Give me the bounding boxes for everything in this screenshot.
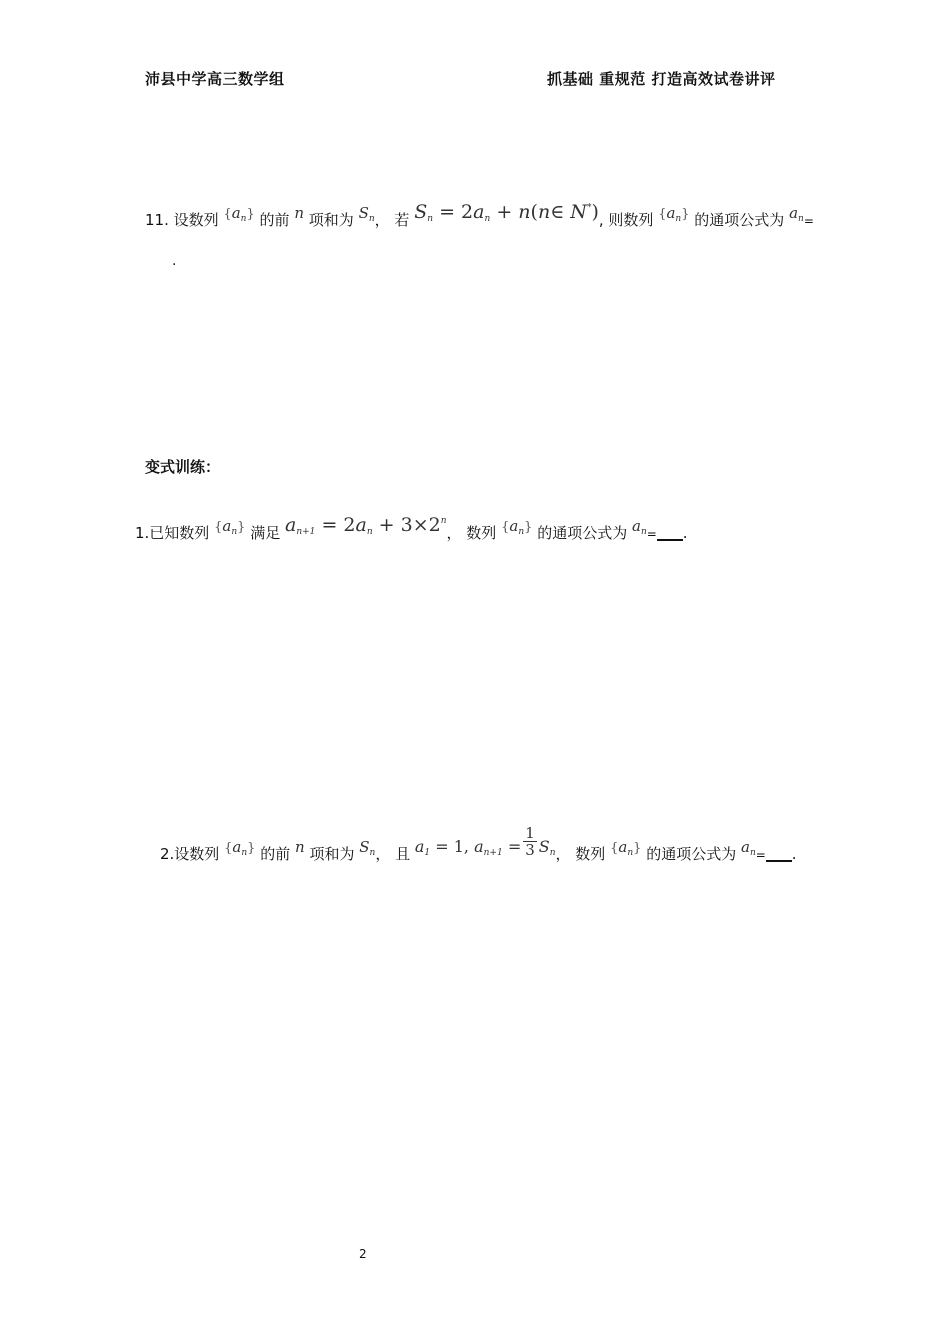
section-title: 变式训练： (145, 458, 221, 476)
formula-sn: $S_n = 2a_n$ + n(n∈ N*) (414, 201, 599, 224)
problem-11: 11. 设数列 $\{a_n\}$ 的前 n 项和为 $S_n$， 若 $S_n = 2a_n$ + n(n∈ N*), 则数列 $\{a_n\}$ 的通项公式为 $a_n=$ (145, 201, 814, 229)
formula-recurrence: $a_{n+1} = 2a_n + 3\times 2^n$ (284, 514, 447, 537)
page-number: 2 (359, 1247, 367, 1261)
formula-initial: $a_1 = 1$, $a_{n+1}$ = $\frac{1}{3}$ $S_n$ (414, 824, 556, 859)
answer-placeholder: . (172, 253, 177, 269)
problem-number: 11. (145, 211, 169, 229)
header-right-slogan: 抓基础 重规范 打造高效试卷讲评 (547, 70, 776, 88)
answer-blank (766, 846, 792, 862)
variant-2: 2.设数列 $\{a_n\}$ 的前 n 项和为 $S_n$， 且 $a_1 = 1$, $a_{n+1}$ = $\frac{1}{3}$ $S_n$， 数列 $\{a_n\}$ 的通项公式为 $a_n=$ . (160, 824, 797, 863)
variant-1: 1.已知数列 $\{a_n\}$ 满足 $a_{n+1} = 2a_n + 3\times 2^n$， 数列 $\{a_n\}$ 的通项公式为 $a_n=$ . (135, 514, 688, 542)
answer-blank (657, 525, 683, 541)
header-left-title: 沛县中学高三数学组 (145, 70, 285, 88)
